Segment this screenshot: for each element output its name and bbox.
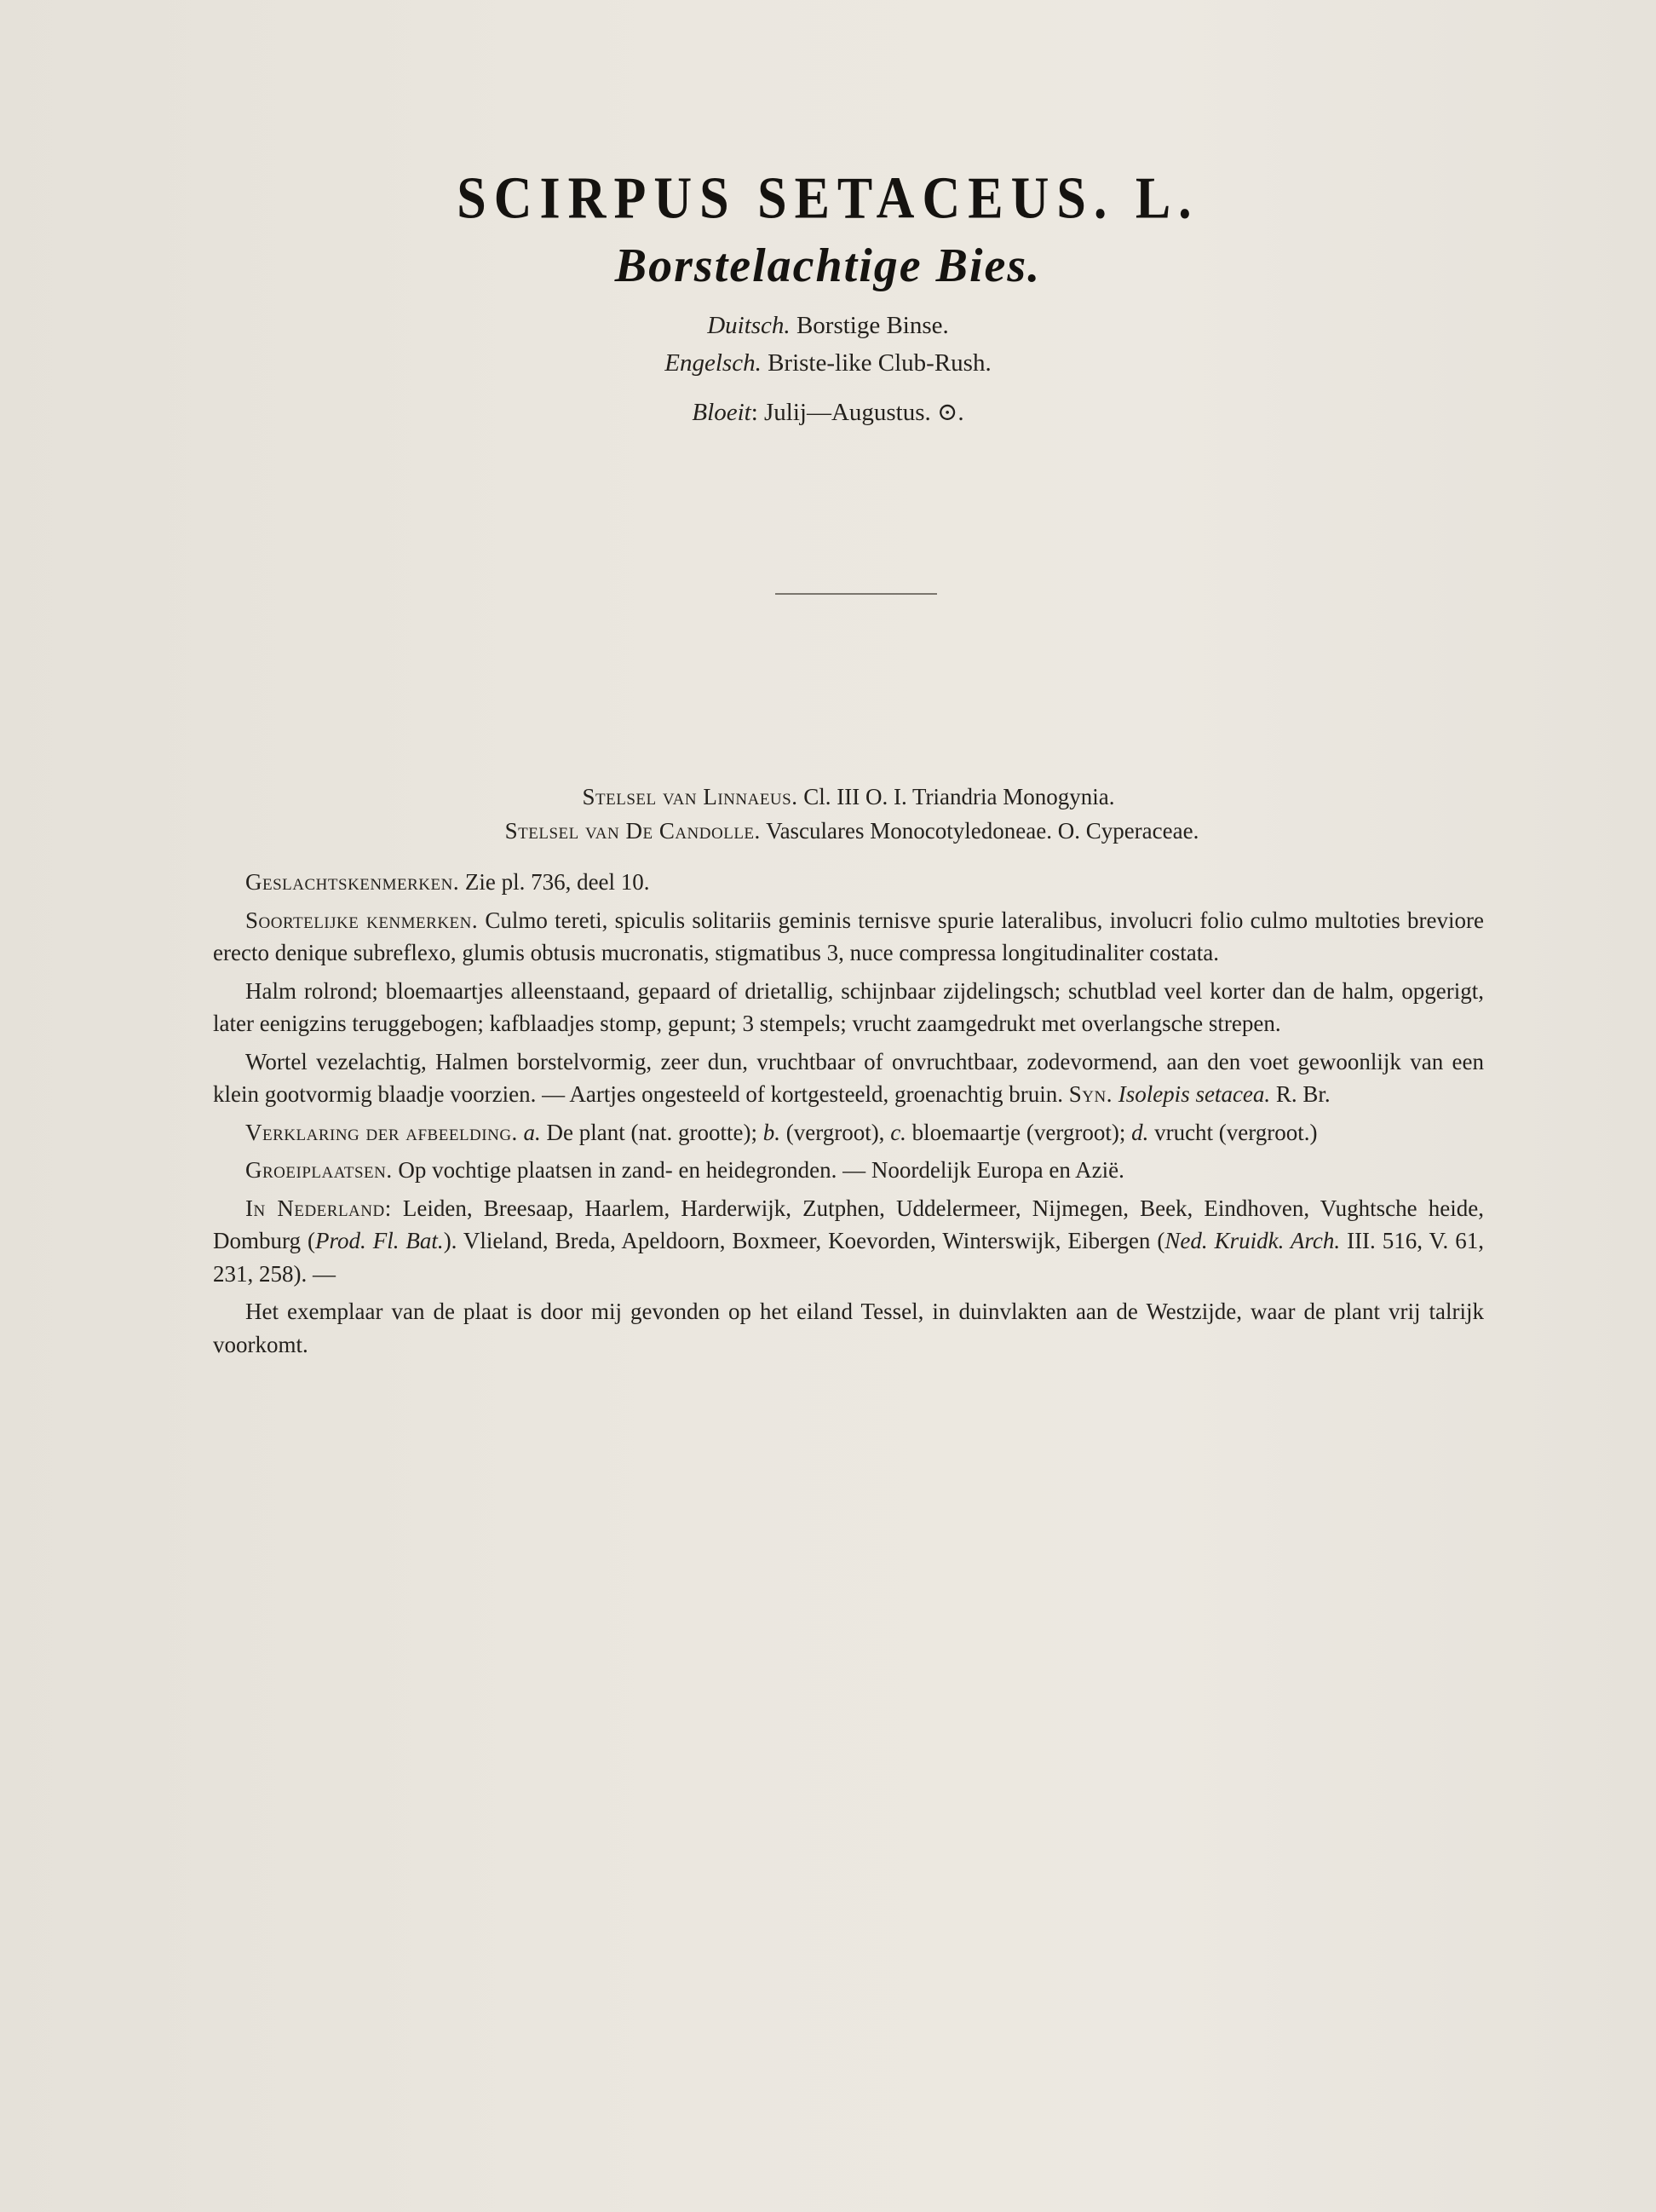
netherlands-text-2: ). Vlieland, Breda, Apeldoorn, Boxmeer, Koevorden, Winterswijk, Eibergen ( xyxy=(443,1228,1165,1253)
decandolle-system-line xyxy=(24,818,1656,844)
wortel-text: Wortel vezelachtig, Halmen borstelvormig, zeer dun, vruchtbaar of onvruchtbaar, zodevormend, aan den voet gewoonlijk van een klein gootvormig blaadje voorzien. — Aartjes ongesteeld of kortgesteeld, groenachtig bruin. xyxy=(213,1048,1484,1107)
english-name-line xyxy=(0,349,1656,377)
description-body xyxy=(213,866,1484,1366)
syn-author: R. Br. xyxy=(1275,1081,1331,1107)
decandolle-classification: Vasculares Monocotyledoneae. O. Cyperaceae. xyxy=(766,818,1199,844)
explanation-c-key: c. xyxy=(890,1119,906,1145)
genus-label: Geslachtskenmerken. xyxy=(245,869,460,895)
closing-paragraph: Het exemplaar van de plaat is door mij gevonden op het eiland Tessel, in duinvlakten aan de Westzijde, waar de plant vrij talrijk voorkomt. xyxy=(213,1299,1484,1357)
genus-paragraph xyxy=(213,866,1484,899)
netherlands-label: In Nederland: xyxy=(245,1195,392,1221)
genus-text: Zie pl. 736, deel 10. xyxy=(464,869,650,895)
explanation-b-text: (vergroot), xyxy=(785,1119,885,1145)
explanation-d-text: vrucht (vergroot.) xyxy=(1154,1119,1318,1145)
netherlands-paragraph xyxy=(213,1192,1484,1291)
bloom-label: Bloeit xyxy=(692,399,751,426)
syn-label: Syn. xyxy=(1068,1081,1113,1107)
german-name: Borstige Binse. xyxy=(796,312,949,339)
explanation-a-key: a. xyxy=(523,1119,541,1145)
explanation-a-text: De plant (nat. grootte); xyxy=(546,1119,757,1145)
netherlands-ref-2: Ned. Kruidk. Arch. xyxy=(1164,1228,1341,1253)
netherlands-ref-1: Prod. Fl. Bat. xyxy=(314,1228,444,1253)
species-label: Soortelijke kenmerken. xyxy=(245,907,479,933)
habitat-paragraph xyxy=(213,1154,1484,1187)
syn-name: Isolepis setacea. xyxy=(1118,1081,1271,1107)
divider xyxy=(775,593,937,595)
explanation-paragraph xyxy=(213,1116,1484,1149)
explanation-c-text: bloemaartje (vergroot); xyxy=(911,1119,1126,1145)
species-text: Culmo tereti, spiculis solitariis geminis ternisve spurie lateralibus, involucri folio culmo multoties breviore erecto denique subreflexo, glumis obtusis mucronatis, stigmatibus 3, nuce compressa longitudinaliter costata. xyxy=(213,907,1485,965)
species-paragraph xyxy=(213,904,1484,970)
page-title: SCIRPUS SETACEUS. L. xyxy=(457,165,1199,232)
explanation-d-key: d. xyxy=(1131,1119,1149,1145)
linnaeus-label: Stelsel van Linnaeus. xyxy=(582,784,798,809)
page-subtitle: Borstelachtige Bies. xyxy=(614,239,1042,292)
netherlands-text-3: III. 516, V. 61, 231, 258). — xyxy=(213,1228,1485,1287)
netherlands-text-1: Leiden, Breesaap, Haarlem, Harderwijk, Zutphen, Uddelermeer, Nijmegen, Beek, Eindhoven, Vughtsche heide, Domburg ( xyxy=(213,1195,1484,1253)
habitat-label: Groeiplaatsen. xyxy=(245,1157,393,1183)
bloom-period: : Julij—Augustus. ⊙. xyxy=(750,399,964,426)
linnaeus-system-line xyxy=(20,784,1656,810)
german-name-line xyxy=(0,312,1656,340)
halm-paragraph: Halm rolrond; bloemaartjes alleenstaand, gepaard of drietallig, schijnbaar zijdelingsch; schutblad veel korter dan de halm, opgerigt, later eenigzins teruggebogen; kafblaadjes stomp, gepunt; 3 stempels; vrucht zaamgedrukt met overlangsche strepen. xyxy=(213,977,1484,1036)
wortel-paragraph xyxy=(213,1046,1484,1111)
german-label: Duitsch. xyxy=(707,312,791,339)
linnaeus-classification: Cl. III O. I. Triandria Monogynia. xyxy=(803,784,1115,809)
explanation-label: Verklaring der afbeelding. xyxy=(245,1119,518,1145)
english-name: Briste-like Club-Rush. xyxy=(768,349,992,377)
decandolle-label: Stelsel van De Candolle. xyxy=(504,818,761,844)
english-label: Engelsch. xyxy=(664,349,762,377)
habitat-text: Op vochtige plaatsen in zand- en heidegronden. — Noordelijk Europa en Azië. xyxy=(398,1157,1124,1183)
bloom-line xyxy=(0,397,1656,427)
explanation-b-key: b. xyxy=(762,1119,780,1145)
